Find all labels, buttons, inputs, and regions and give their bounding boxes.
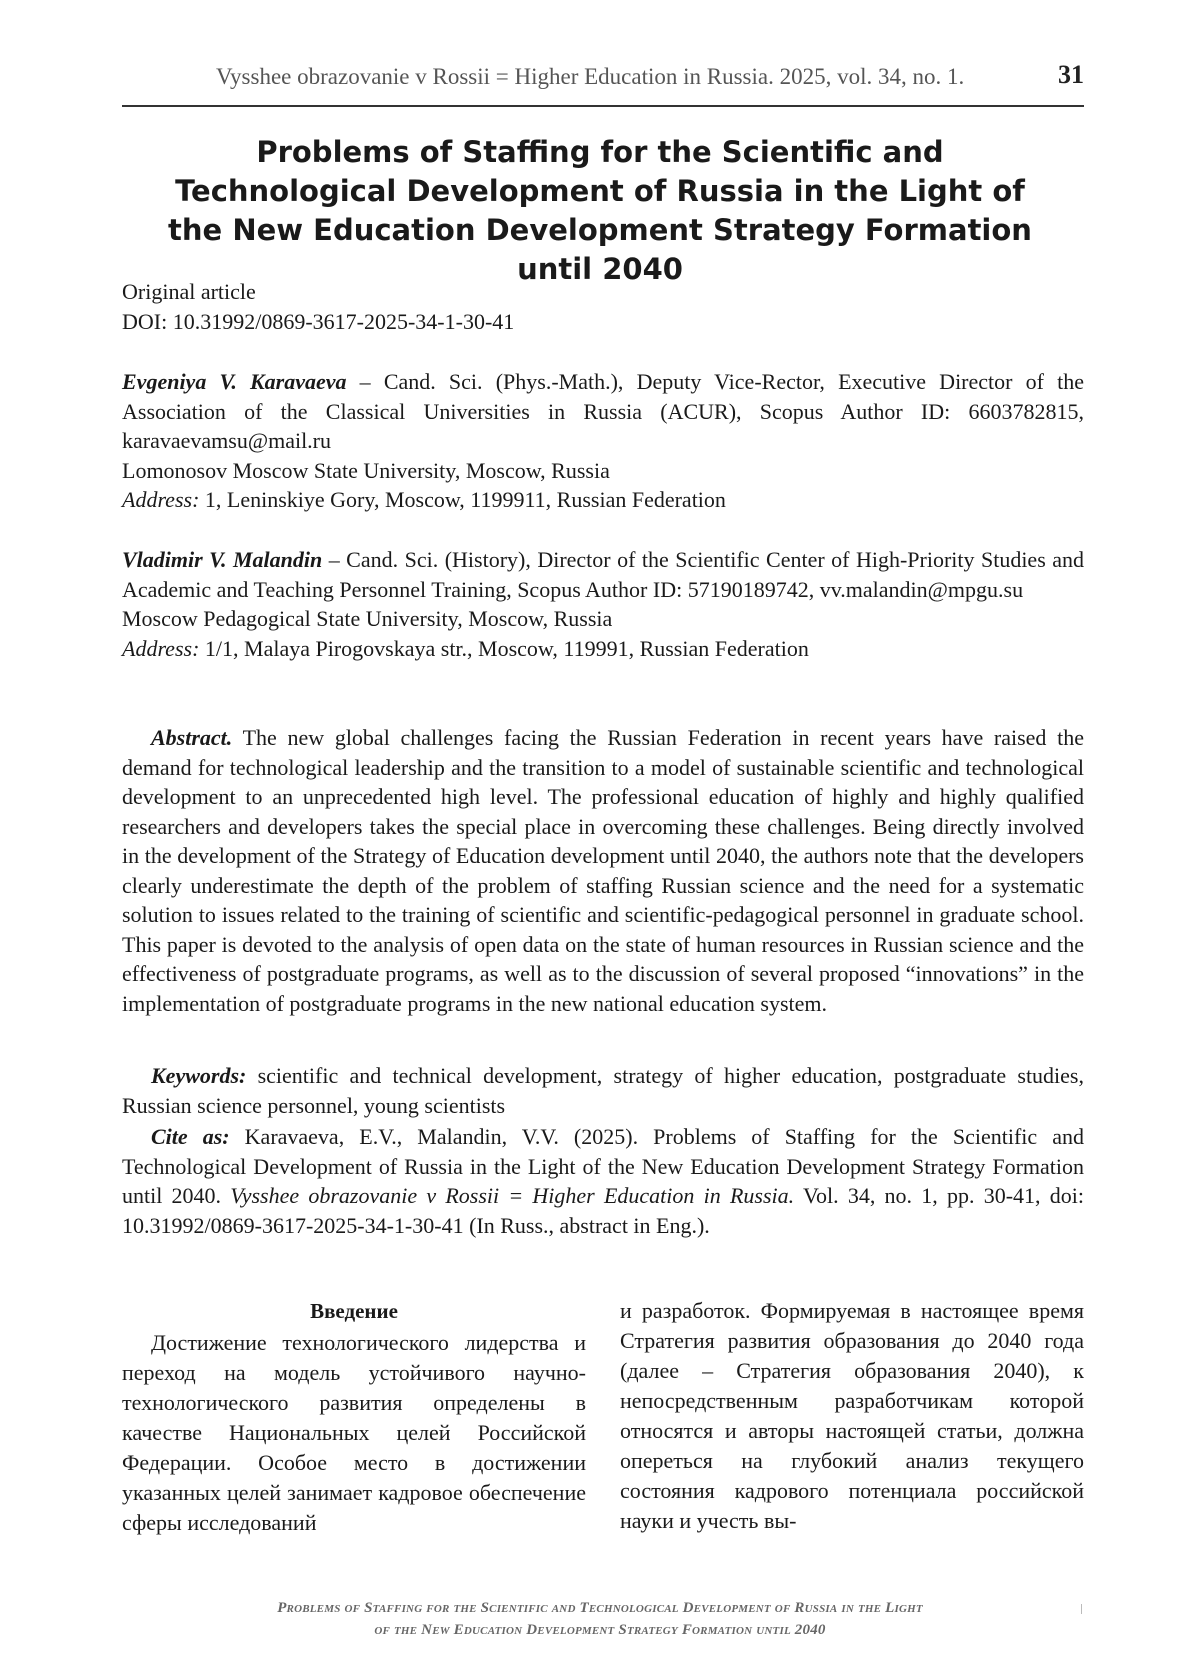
running-title: Vysshee obrazovanie v Rossii = Higher Education in Russia. 2025, vol. 34, no. 1. [216, 64, 965, 89]
author-2-address-label: Address: [122, 635, 200, 661]
body-text-left: Достижение технологического лидерства и переход на модель устойчивого научно-технологического развития определены в качестве Национальных целей Российской Федерации. Особое место в достижении указанных целей занимает кадровое обеспечение сферы исследований [122, 1330, 586, 1535]
keywords-label: Keywords: [151, 1063, 247, 1088]
article-type: Original article [122, 279, 256, 304]
author-1-affiliation: Lomonosov Moscow State University, Moscow, Russia [122, 457, 610, 483]
article-meta [122, 277, 1084, 336]
footer-mark [1081, 1604, 1082, 1614]
abstract-paragraph [122, 723, 1084, 1018]
body-column-left [122, 1296, 586, 1538]
author-block-2 [122, 545, 1084, 663]
author-1-name: Evgeniya V. Karavaeva [122, 369, 347, 394]
article-title: Problems of Staffing for the Scientific and Technological Development of Russia in the Light of the New Education Development Strategy Formation until 2040 [168, 135, 1032, 286]
author-1-info [122, 367, 1084, 456]
running-footer [150, 1597, 1050, 1641]
abstract-label: Abstract. [151, 725, 233, 750]
citation-block [122, 1122, 1084, 1240]
body-column-right [620, 1296, 1084, 1536]
author-1-address-label: Address: [122, 487, 200, 512]
section-heading: Введение [310, 1299, 398, 1323]
cite-text-after: Vol. 34, no. 1, pp. 30-41, doi: 10.31992/0869-3617-2025-34-1-30-41 (In Russ., abstract in Eng.). [122, 1183, 1084, 1238]
cite-journal: Vysshee obrazovanie v Rossii = Higher Education in Russia. [230, 1183, 795, 1208]
keywords-block [122, 1061, 1084, 1120]
header-rule [122, 105, 1084, 107]
author-2-address-text: 1/1, Malaya Pirogovskaya str., Moscow, 119991, Russian Federation [199, 635, 809, 661]
author-2-details: – Cand. Sci. (History), Director of the Scientific Center of High-Priority Studies and Academic and Teaching Personnel Training, Scopus Author ID: 57190189742, vv.malandin@mpgu.su [122, 547, 1084, 602]
body-text-right: и разработок. Формируемая в настоящее время Стратегия развития образования до 2040 года (далее – Стратегия образования 2040), к непосредственным разработчикам которой относятся и авторы настоящей статьи, должна опереться на глубокий анализ текущего состояния кадрового потенциала российской науки и учесть вы- [620, 1298, 1084, 1533]
author-1-details: – Cand. Sci. (Phys.-Math.), Deputy Vice-Rector, Executive Director of the Association of the Classical Universities in Russia (ACUR), Scopus Author ID: 6603782815, karavaevamsu@mail.ru [122, 369, 1084, 453]
footer-line-1: Problems of Staffing for the Scientific and Technological Development of Russia in the Light [277, 1600, 923, 1616]
footer-line-2: of the New Education Development Strategy Formation until 2040 [374, 1622, 826, 1638]
abstract-block [122, 723, 1084, 1018]
keywords-text: scientific and technical development, strategy of higher education, postgraduate studies, Russian science personnel, young scientists [122, 1063, 1084, 1118]
author-1-address [122, 485, 1084, 515]
cite-label: Cite as: [151, 1124, 230, 1149]
author-2-affiliation: Moscow Pedagogical State University, Moscow, Russia [122, 606, 613, 631]
article-doi: DOI: 10.31992/0869-3617-2025-34-1-30-41 [122, 308, 515, 334]
author-2-address [122, 634, 1084, 664]
keywords-paragraph [122, 1061, 1084, 1120]
author-1-address-text: 1, Leninskiye Gory, Moscow, 1199911, Russian Federation [199, 487, 726, 512]
abstract-text: The new global challenges facing the Russian Federation in recent years have raised the demand for technological leadership and the transition to a model of sustainable scientific and technological development to an unprecedented high level. The professional education of highly and highly qualified researchers and developers takes the special place in overcoming these challenges. Being directly involved in the development of the Strategy of Education development until 2040, the authors note that the developers clearly underestimate the depth of the problem of staffing Russian science and the need for a systematic solution to issues related to the training of scientific and scientific-pedagogical personnel in graduate school. This paper is devoted to the analysis of open data on the state of human resources in Russian science and the effectiveness of postgraduate programs, as well as to the discussion of several proposed “innovations” in the implementation of postgraduate programs in the new national education system. [122, 725, 1084, 1016]
author-block-1 [122, 367, 1084, 515]
citation-paragraph [122, 1122, 1084, 1240]
cite-text-before: Karavaeva, E.V., Malandin, V.V. (2025). Problems of Staffing for the Scientific and Technological Development of Russia in the Light of the New Education Development Strategy Formation until 2040. [122, 1124, 1084, 1208]
page-number: 31 [1058, 60, 1084, 89]
author-2-info [122, 545, 1084, 604]
author-2-name: Vladimir V. Malandin [122, 547, 323, 572]
